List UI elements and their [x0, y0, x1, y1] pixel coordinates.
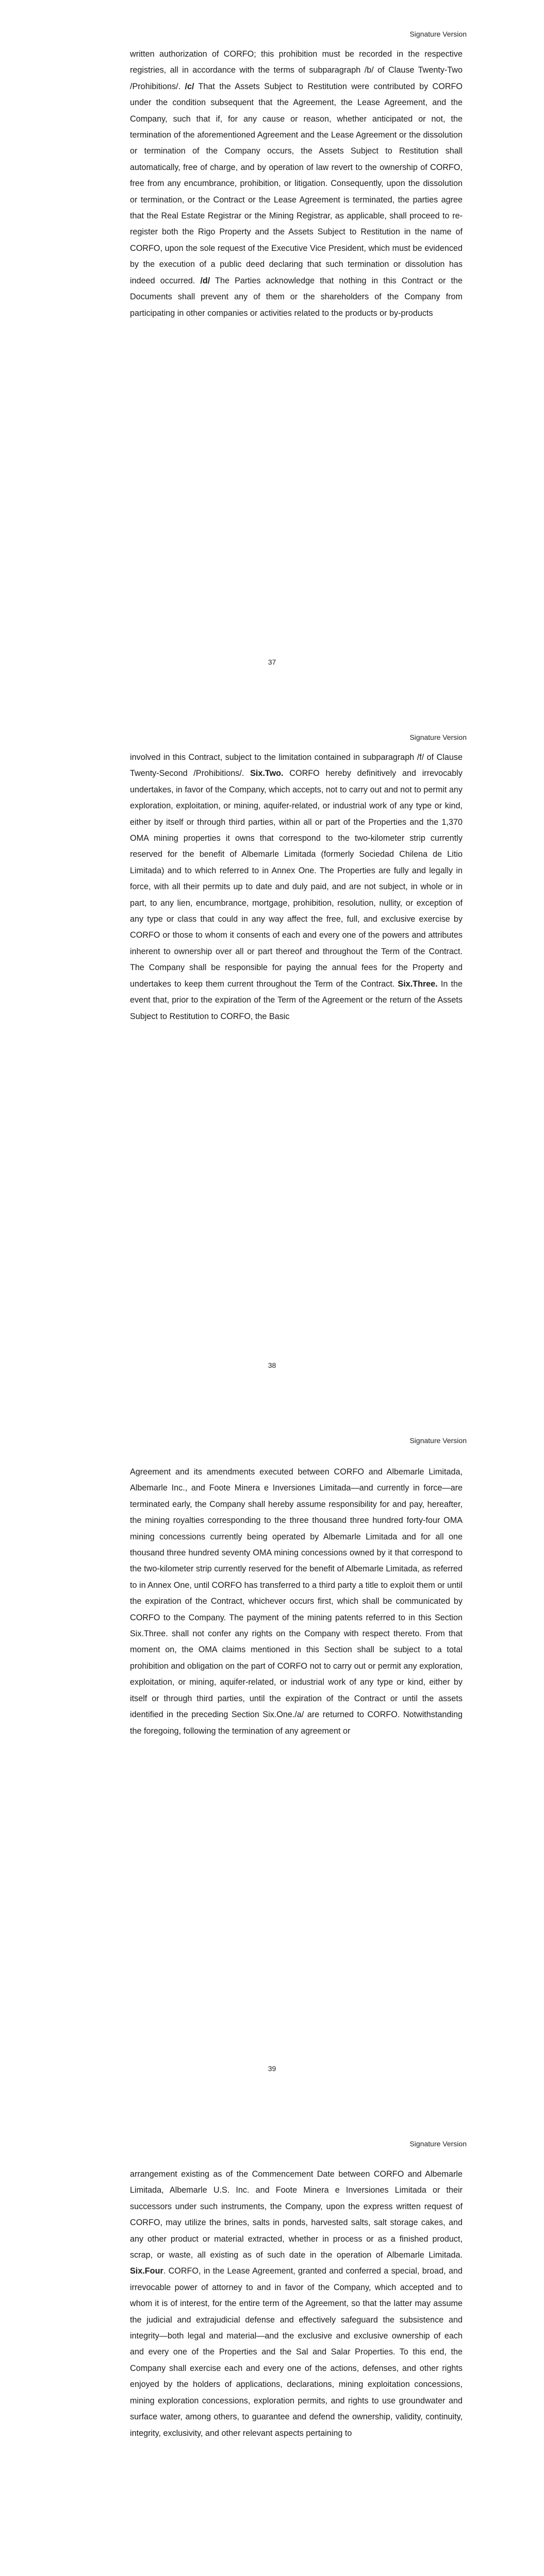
page-header: Signature Version	[409, 2140, 467, 2148]
body-paragraph: written authorization of CORFO; this prohibition must be recorded in the respective registries, all in accordance with the terms of subparagraph /b/ of Clause Twenty-Two /Prohibitions/. /c/ That the Assets Subject to Restitution were contributed by CORFO under the condition subsequent that the Agreement, the Lease Agreement, and the Company, such that if, for any cause or reason, whether anticipated or not, the termination of the aforementioned Agreement and the Lease Agreement or the dissolution or termination of the Company occurs, the Assets Subject to Restitution shall automatically, free of charge, and by operation of law revert to the ownership of CORFO, free from any encumbrance, prohibition, or litigation. Consequently, upon the dissolution or termination, or the Contract or the Lease Agreement is terminated, the parties agree that the Real Estate Registrar or the Mining Registrar, as applicable, shall proceed to re-register both the Rigo Property and the Assets Subject to Restitution in the name of CORFO, upon the sole request of the Executive Vice President, which must be evidenced by the execution of a public deed declaring that such termination or dissolution has indeed occurred. /d/ The Parties acknowledge that nothing in this Contract or the Documents shall prevent any of them or the shareholders of the Company from participating in other companies or activities related to the products or by-products	[130, 49, 463, 318]
document-page-38	[0, 703, 544, 1406]
page-body-text	[130, 46, 463, 321]
page-number: 37	[268, 658, 276, 666]
page-body-text	[130, 750, 463, 1025]
page-number: 38	[268, 1361, 276, 1369]
document-page-39	[0, 1406, 544, 2110]
page-number: 39	[268, 2064, 276, 2073]
page-header: Signature Version	[409, 30, 467, 38]
body-paragraph: arrangement existing as of the Commencement Date between CORFO and Albemarle Limitada, Albemarle U.S. Inc. and Foote Minera e Inversiones Limitada or their successors under such instruments, the Company, upon the express written request of CORFO, may utilize the brines, salts in ponds, harvested salts, salt storage cakes, and any other product or material extracted, whether in process or as a finished product, scrap, or waste, all existing as of such date in the operation of Albemarle Limitada. Six.Four. CORFO, in the Lease Agreement, granted and conferred a special, broad, and irrevocable power of attorney to and in favor of the Company, which accepted and to whom it is of interest, for the entire term of the Agreement, so that the latter may assume the judicial and extrajudicial defense and effectively safeguard the subsistence and integrity—both legal and material—and the exclusive and exclusive ownership of each and every one of the Properties and the Sal and Salar Properties. To this end, the Company shall exercise each and every one of the actions, defenses, and other rights enjoyed by the holders of applications, declarations, mining exploitation concessions, mining exploration concessions, exploration permits, and rights to use groundwater and surface water, among others, to guarantee and defend the ownership, validity, continuity, integrity, exclusivity, and other relevant aspects pertaining to	[130, 2170, 463, 2438]
body-paragraph: Agreement and its amendments executed between CORFO and Albemarle Limitada, Albemarle Inc., and Foote Minera e Inversiones Limitada—and currently in force—are terminated early, the Company shall hereby assume responsibility for and pay, hereafter, the mining royalties corresponding to the three thousand three hundred forty-four OMA mining concessions currently being operated by Albemarle Limitada and for all one thousand three hundred seventy OMA mining concessions owned by it that correspond to the two-kilometer strip currently reserved for the benefit of Albemarle Limitada, as referred to in Annex One, until CORFO has transferred to a third party a title to exploit them or until the expiration of the Contract, whichever occurs first, which shall be communicated by CORFO to the Company. The payment of the mining patents referred to in this Section Six.Three. shall not confer any rights on the Company with respect thereto. From that moment on, the OMA claims mentioned in this Section shall be subject to a total prohibition and obligation on the part of CORFO not to carry out or permit any exploration, exploitation, or mining, aquifer-related, or industrial work of any type or kind, either by itself or through third parties, until the expiration of the Contract or until the assets identified in the preceding Section Six.One./a/ are returned to CORFO. Notwithstanding the foregoing, following the termination of any agreement or	[130, 1467, 463, 1736]
document-page-40	[0, 2110, 544, 2576]
document-page-37	[0, 0, 544, 703]
page-body-text	[130, 2166, 463, 2442]
page-body-text	[130, 1464, 463, 1739]
page-header: Signature Version	[409, 1436, 467, 1445]
page-header: Signature Version	[409, 733, 467, 741]
body-paragraph: involved in this Contract, subject to the limitation contained in subparagraph /f/ of Clause Twenty-Second /Prohibitions/. Six.Two. CORFO hereby definitively and irrevocably undertakes, in favor of the Company, which accepts, not to carry out and not to permit any exploration, exploitation, or mining, aquifer-related, or industrial work of any type or kind, either by itself or through third parties, within all or part of the Properties and the 1,370 OMA mining properties it owns that correspond to the two-kilometer strip currently reserved for the benefit of Albemarle Limitada (formerly Sociedad Chilena de Litio Limitada) and to which referred to in Annex One. The Properties are fully and legally in force, with all their permits up to date and duly paid, and are not subject, in whole or in part, to any lien, encumbrance, mortgage, prohibition, resolution, nullity, or exception of any type or class that could in any way affect the free, full, and exclusive exercise by CORFO or those to whom it consents of each and every one of the powers and attributes inherent to ownership over all or part thereof and throughout the Term of the Contract. The Company shall be responsible for paying the annual fees for the Property and undertakes to keep them current throughout the Term of the Contract. Six.Three. In the event that, prior to the expiration of the Term of the Agreement or the return of the Assets Subject to Restitution to CORFO, the Basic	[130, 753, 463, 1021]
